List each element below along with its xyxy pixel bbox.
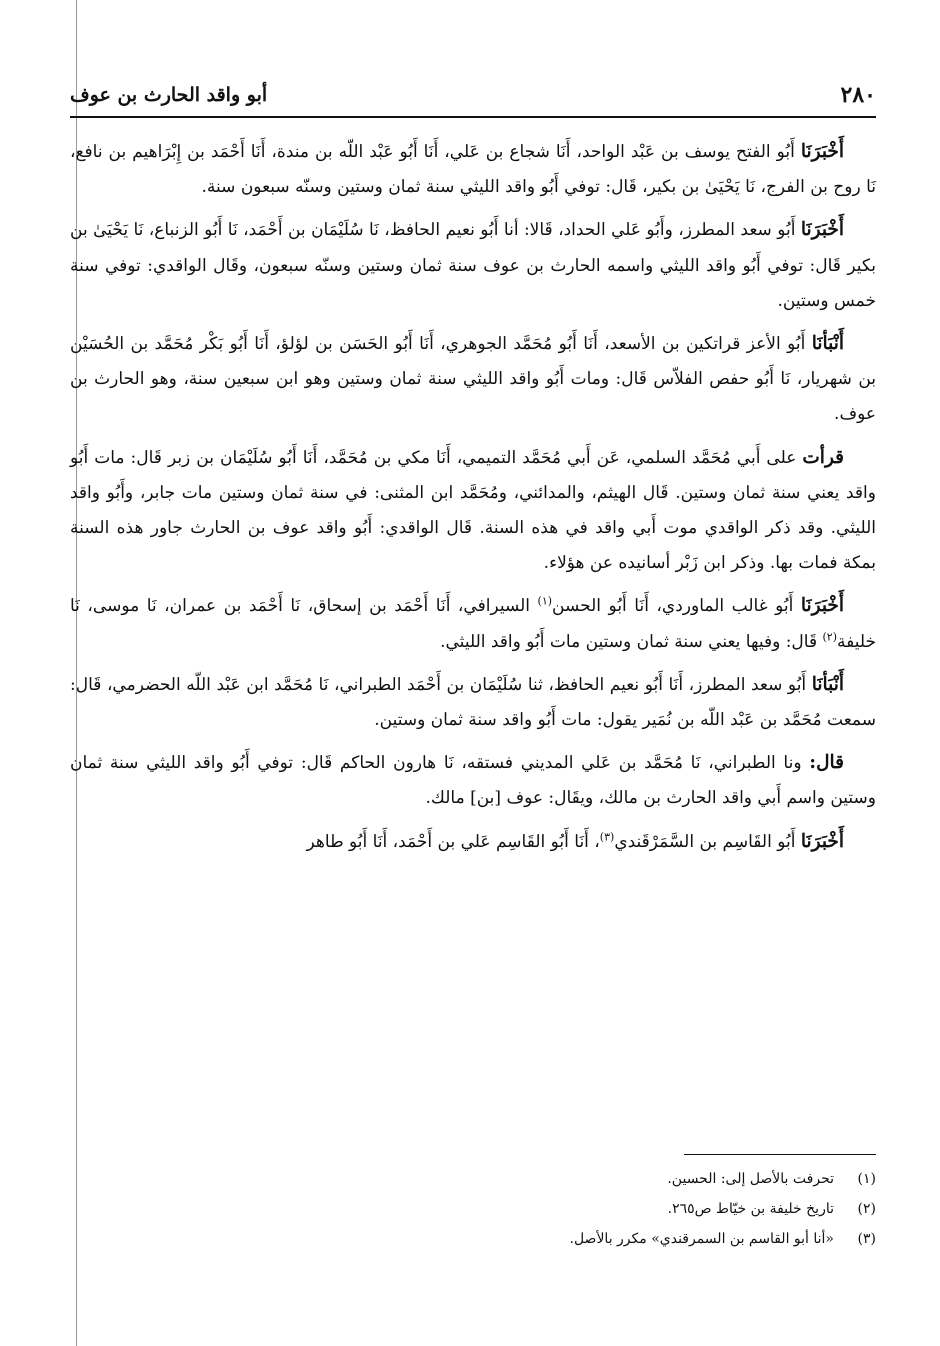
footnote-ref: (١) [537,594,553,608]
footnote-number: (٣) [857,1231,876,1247]
paragraph-lead: أَنْبَأنَا [811,673,844,695]
paragraph-lead: أَخْبَرَنَا [800,830,844,852]
paragraph-text: على أَبي مُحَمَّد السلمي، عَن أَبي مُحَمَّد التميمي، أَنَا مكي بن مُحَمَّد، أَنَا أَبُو سُلَيْمَان بن زبر قَال: مات أَبُو واقد يعني سنة ثمان وستين. قَال الهيثم، والمدائني، ومُحَمَّد ابن المثنى: في سنة ثمان وستين مات جابر، وأَبُو واقد الليثي. وقد ذكر الواقدي موت أَبي واقد في هذه السنة. قَال الواقدي: أَبُو واقد عوف بن الحارث جاور هذه السنة بمكة فمات بها. وذكر ابن زَبْر أسانيده عن هؤلاء. [70,447,876,574]
footnote-number: (١) [857,1171,876,1187]
footnote [70,1194,876,1224]
paragraph-text: أَبُو الأعز قراتكين بن الأسعد، أَنَا أَبُو مُحَمَّد الجوهري، أَنَا أَبُو الحَسَن بن لؤلؤ، أَنَا أَبُو بَكْر مُحَمَّد بن الحُسَيْن بن شهريار، نَا أَبُو حفص الفلاّس قَال: ومات أَبُو واقد الليثي سنة ثمان وستين وهو ابن سبعين سنة، وهو الحارث بن عوف. [70,334,876,425]
paragraph [70,667,876,738]
page-header [70,78,876,112]
paragraph [70,440,876,582]
paragraph [70,588,876,659]
footnote [70,1164,876,1194]
paragraph-lead: أَنْبَأنَا [811,333,844,355]
paragraph-text: أَبُو سعد المطرز، وأَبُو عَلي الحداد، قَالا: أنا أَبُو نعيم الحافظ، نَا سُلَيْمَان بن أَحْمَد، نَا أَبُو الزنباع، نَا يَحْيَىٰ بن بكير قَال: توفي أَبُو واقد الليثي واسمه الحارث بن عوف سنة ثمان وستين وسنّه سبعون، وقَال الواقدي: توفي سنة خمس وستين. [70,220,876,311]
paragraph [70,134,876,205]
paragraph-lead: أَخْبَرَنَا [800,595,844,617]
footnote-number: (٢) [857,1201,876,1217]
footnote-rule [684,1154,876,1155]
main-text [70,134,876,867]
paragraph [70,326,876,433]
paragraph-text: أَبُو القَاسِم بن السَّمَرْقَندي [614,831,801,852]
paragraph-lead: أَخْبَرَنَا [800,219,844,241]
footnote-text: تحرفت بالأصل إلى: الحسين. [667,1171,834,1187]
running-title: أبو واقد الحارث بن عوف [70,84,268,106]
page-number: ٢٨٠ [840,82,876,108]
paragraph-lead: قال: [809,752,844,774]
paragraph [70,212,876,319]
paragraph-text: ، أَنَا أَبُو القَاسِم عَلي بن أَحْمَد، أَنَا أَبُو طاهر [306,831,600,852]
footnotes [70,1164,876,1254]
paragraph-text: قَال: وفيها يعني سنة ثمان وستين مات أَبُو واقد الليثي. [440,631,823,652]
paragraph-text: السيرافي، أَنَا أَحْمَد بن إسحاق، نَا أَحْمَد بن عمران، نَا موسى، نَا خليفة [70,596,876,652]
header-rule [70,116,876,118]
footnote-ref: (٣) [599,830,615,843]
footnote-ref: (٢) [822,629,838,643]
paragraph [70,824,876,860]
paragraph [70,745,876,816]
paragraph-text: أَبُو سعد المطرز، أَنَا أَبُو نعيم الحافظ، ثنا سُلَيْمَان بن أَحْمَد الطبراني، نَا مُحَمَّد ابن عَبْد اللّه الحضرمي، قَال: سمعت مُحَمَّد بن عَبْد اللّه بن نُمَير يقول: مات أَبُو واقد سنة ثمان وستين. [70,674,876,731]
paragraph-lead: قرأت [802,446,844,468]
paragraph-text: أَبُو الفتح يوسف بن عَبْد الواحد، أَنَا شجاع بن عَلي، أَنَا أَبُو عَبْد اللّه بن مندة، أَنَا أَحْمَد بن إِبْرَاهيم بن نافع، نَا روح بن الفرج، نَا يَحْيَىٰ بن بكير، قَال: توفي أَبُو واقد الليثي سنة ثمان وستين وسنّه سبعون سنة. [70,142,876,198]
footnote-text: تاريخ خليفة بن خيّاط ص٢٦٥. [667,1201,834,1217]
paragraph-lead: أَخْبَرَنَا [800,141,844,162]
footnote-text: «أنا أبو القاسم بن السمرقندي» مكرر بالأصل. [569,1231,834,1247]
paragraph-text: ونا الطبراني، نَا مُحَمَّد بن عَلي المديني فستقه، نَا هارون الحاكم قَال: توفي أَبُو واقد الليثي سنة ثمان وستين واسم أَبي واقد الحارث بن مالك، ويقَال: عوف [بن] مالك. [70,753,876,809]
paragraph-text: أَبُو غالب الماوردي، أَنَا أَبُو الحسن [552,596,801,617]
footnote [70,1224,876,1254]
